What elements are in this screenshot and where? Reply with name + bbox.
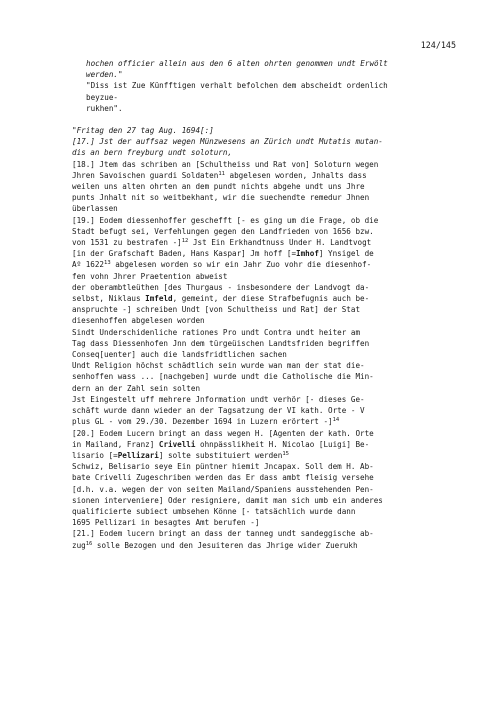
entry-line xyxy=(72,170,462,181)
entry-19 xyxy=(72,215,462,282)
text-run: plus GL - vom 29./30. Dezember 1694 in Luzern erörtert -] xyxy=(72,417,333,427)
date-heading: "Fritag den 27 tag Aug. 1694[:] xyxy=(72,126,214,136)
text-line xyxy=(72,293,462,304)
text-line: 1695 Pellizari in besagtes Amt berufen -] xyxy=(72,518,260,528)
entry-line: überlassen xyxy=(72,204,118,214)
text-run: selbst, Niklaus xyxy=(72,294,146,304)
footnote-ref: 11 xyxy=(218,170,225,177)
entry-line: dis an bern freyburg undt soloturn, xyxy=(72,148,233,158)
text-run: Aº 1622 xyxy=(72,260,105,270)
text-line: qualificierte subiect umbsehen Könne [- tatsächlich wurde dann xyxy=(72,506,356,516)
text-line: Schwiz, Belisario seye Ein püntner hiemit Jncapax. Soll dem H. Ab- xyxy=(72,462,374,472)
text-run: ] Ynsigel de xyxy=(318,249,374,259)
entry-line: fen vohn Jhrer Praetention abweist xyxy=(72,271,228,281)
text-line: bate Crivelli Zugeschriben werden das Er dass ambt fleisig versehe xyxy=(72,473,374,483)
text-run: von 1531 zu bestrafen -] xyxy=(72,238,182,248)
footnote-ref: 13 xyxy=(104,260,111,267)
text-run: zug xyxy=(72,540,86,550)
text-line: dern an der Zahl sein solten xyxy=(72,383,201,393)
text-line: Conseq[uenter] auch die landsfridtlichen sachen xyxy=(72,350,287,360)
entry-21 xyxy=(72,528,462,550)
paragraph-20-continuation xyxy=(72,461,462,528)
entry-line xyxy=(72,248,462,259)
text-run: ohnpässlikheit H. Nicolao [Luigi] Be- xyxy=(195,439,370,449)
page-number: 124/145 xyxy=(420,40,456,50)
quote-line: beyzue- xyxy=(86,92,119,102)
text-run: abgelesen worden, Jnhalts dass xyxy=(224,170,367,180)
entry-line xyxy=(72,237,462,248)
name-highlight: Pellizari xyxy=(117,450,159,460)
footnote-ref: 16 xyxy=(85,540,93,547)
entry-line: [20.] Eodem Lucern bringt an dass wegen H. [Agenten der kath. Orte xyxy=(72,428,374,438)
entry-line: [18.] Jtem das schriben an [Schultheiss und Rat von] Soloturn wegen xyxy=(72,159,379,169)
text-line: der oberambtleüthen [des Thurgaus - insbesondere der Landvogt da- xyxy=(72,282,370,292)
entry-line xyxy=(72,540,462,551)
quote-line: "Diss ist Zue Künfftigen verhalt befolchen dem abscheidt ordenlich xyxy=(86,81,388,91)
entry-line: Stadt befugt sei, Verfehlungen gegen den Landfrieden von 1656 bzw. xyxy=(72,226,374,236)
quote-line: hochen officier allein aus den 6 alten ohrten genommen undt Erwölt xyxy=(86,59,388,68)
entry-line: weilen uns alten ohrten an dem pundt nichts abgehe undt uns Jhre xyxy=(72,182,365,192)
text-line: sionen interveniere] Oder resigniere, damit man sich umb ein anderes xyxy=(72,495,383,505)
entry-line: punts Jnhalt nit so weitbekhant, wir die suechendte remedur Jhnen xyxy=(72,193,370,203)
text-run: abgelesen worden so wir ein Jahr Zuo vohr die diesenhof- xyxy=(110,260,372,270)
entry-line: [17.] Jst der auffsaz wegen Münzwesens an Zürich undt Mutatis mutan- xyxy=(72,137,383,147)
text-run: [in der Grafschaft Baden, Hans Kaspar] Jm hoff [= xyxy=(72,249,297,259)
name-highlight: Imhof xyxy=(296,249,319,259)
paragraph-19-continuation xyxy=(72,282,462,428)
text-line xyxy=(72,416,462,427)
text-line: anspruchte -] schreiben Undt [von Schultheiss und Rat] der Stat xyxy=(72,305,361,315)
text-line: Jst Eingestelt uff mehrere Jnformation undt verhör [- dieses Ge- xyxy=(72,394,365,404)
entry-line: [21.] Eodem lucern bringt an dass der tanneg undt sandeggische ab- xyxy=(72,529,374,539)
document-body xyxy=(72,58,462,551)
footnote-ref: 12 xyxy=(181,238,189,245)
footnote-ref: 14 xyxy=(332,417,340,424)
entry-line xyxy=(72,259,462,270)
text-line: [d.h. v.a. wegen der von seiten Mailand/Spaniens ausstehenden Pen- xyxy=(72,484,374,494)
text-run: ] solte substituiert werden xyxy=(158,450,283,460)
text-line: Sindt Underschidenliche rationes Pro undt Contra undt heiter am xyxy=(72,327,361,337)
text-run: lisario [= xyxy=(72,450,118,460)
entry-line xyxy=(72,450,462,461)
entry-17 xyxy=(72,136,462,158)
entry-20 xyxy=(72,428,462,462)
entry-line xyxy=(72,439,462,450)
text-run: , gemeint, der diese Strafbefugnis auch be- xyxy=(172,294,370,304)
entry-line: [19.] Eodem diessenhoffer geschefft [- es ging um die Frage, ob die xyxy=(72,215,379,225)
footnote-ref: 15 xyxy=(282,450,289,457)
quote-line: rukhen". xyxy=(86,103,123,113)
name-highlight: Imfeld xyxy=(145,294,173,304)
text-run: in Mailand, Franz] xyxy=(72,439,159,449)
text-line: senhoffen wass ... [nachgeben] wurde undt die Catholische die Min- xyxy=(72,372,374,382)
entry-18 xyxy=(72,159,462,215)
quote-line: werden." xyxy=(86,70,123,80)
text-line: schäft wurde dann wieder an der Tagsatzung der VI kath. Orte - V xyxy=(72,406,365,416)
text-line: Tag dass Diessenhofen Jnn dem türgeüischen Landtsfriden begriffen xyxy=(72,338,370,348)
text-line: diesenhoffen abgelesen worden xyxy=(72,316,205,326)
text-run: solle Bezogen und den Jesuiteren das Jhrige wider Zuerukh xyxy=(92,540,358,550)
text-line: Undt Religion höchst schädtlich sein wurde wan man der stat die- xyxy=(72,361,365,371)
text-run: Jst Ein Erkhandtnuss Under H. Landtvogt xyxy=(188,238,372,248)
name-highlight: Crivelli xyxy=(158,439,196,449)
text-run: Jhren Savoischen guardi Soldaten xyxy=(72,170,219,180)
